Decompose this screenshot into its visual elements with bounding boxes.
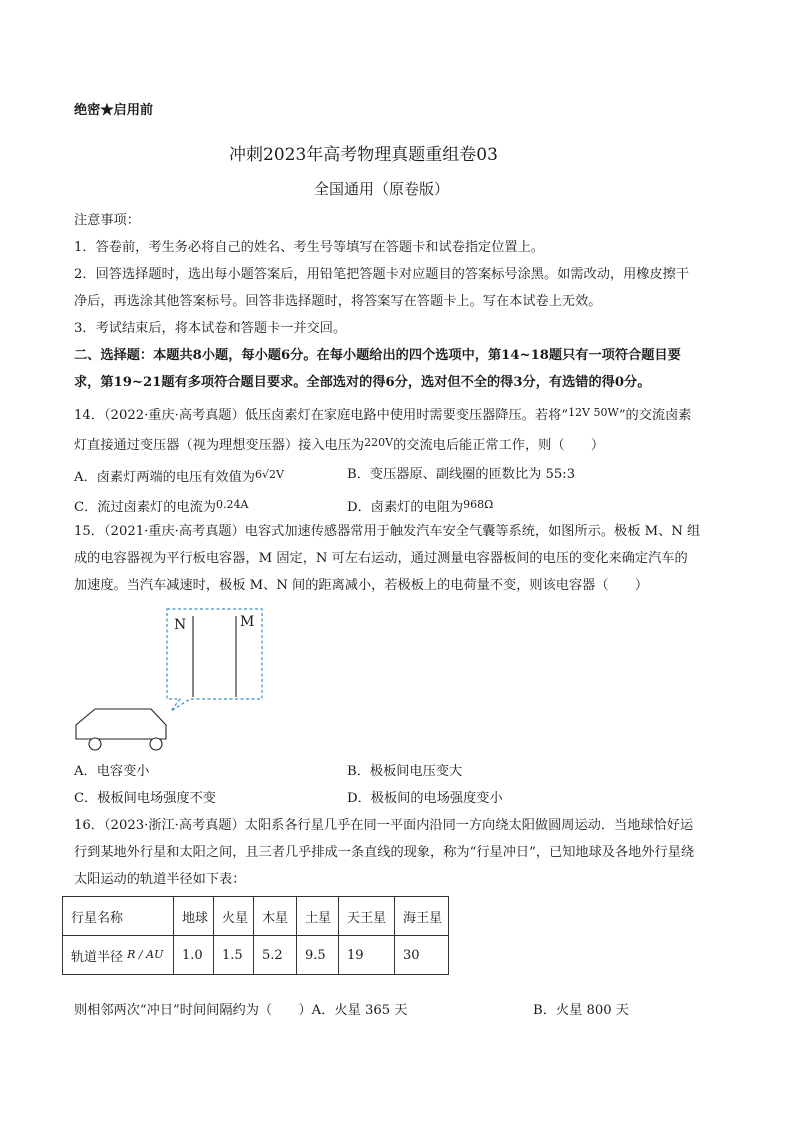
q16-question: 则相邻两次“冲日”时间间隔约为（ ）A．火星 365 天 bbox=[74, 1003, 408, 1018]
table-cell: 30 bbox=[395, 936, 449, 975]
section-line-1: 二、选择题：本题共8小题，每小题6分。在每小题给出的四个选项中，第14~18题只有一项符合题目要 bbox=[74, 348, 681, 363]
note-item-2a: 2．回答选择题时，选出每小题答案后，用铅笔把答题卡对应题目的答案标号涂黑。如需改动，用橡皮擦干 bbox=[74, 267, 690, 282]
q14-option-c-math: 0.24A bbox=[215, 498, 249, 511]
q15-line-1: 15．（2021·重庆·高考真题）电容式加速传感器常用于触发汽车安全气囊等系统，如图所示。极板 M、N 组 bbox=[74, 524, 701, 539]
note-item-1: 1．答卷前，考生务必将自己的姓名、考生号等填写在答题卡和试卷指定位置上。 bbox=[74, 240, 544, 255]
q16-line-2: 行到某地外行星和太阳之间，且三者几乎排成一条直线的现象，称为“行星冲日”，已知地球及各地外行星绕 bbox=[74, 845, 695, 860]
section-line-2: 求，第19~21题有多项符合题目要求。全部选对的得6分，选对但不全的得3分，有选错的得0分。 bbox=[74, 375, 651, 390]
q14-rating-math: 12V 50W bbox=[568, 406, 619, 419]
q15-option-a: A．电容变小 bbox=[74, 764, 150, 779]
q16-option-b: B．火星 800 天 bbox=[533, 1003, 629, 1018]
q14-line-1-text-b: ”的交流卤素 bbox=[618, 408, 692, 423]
orbit-table bbox=[62, 896, 449, 975]
q14-line-2-text-b: 的交流电后能正常工作，则（ ） bbox=[393, 438, 605, 453]
q14-line-1-text-a: 14．（2022·重庆·高考真题）低压卤素灯在家庭电路中使用时需要变压器降压。若将“ bbox=[74, 408, 569, 423]
page-subtitle: 全国通用（原卷版） bbox=[314, 180, 450, 198]
car-wheel-rear bbox=[89, 738, 101, 750]
notes-heading: 注意事项： bbox=[74, 213, 140, 228]
table-row bbox=[63, 936, 449, 975]
q16-line-1: 16．（2023·浙江·高考真题）太阳系各行星几乎在同一平面内沿同一方向绕太阳做圆周运动．当地球恰好运 bbox=[74, 818, 694, 833]
note-item-2b: 净后，再选涂其他答案标号。回答非选择题时，将答案写在答题卡上。写在本试卷上无效。 bbox=[74, 294, 602, 309]
q15-line-3: 加速度。当汽车减速时，极板 M、N 间的距离减小，若极板上的电荷量不变，则该电容器（ ） bbox=[74, 578, 649, 593]
table-cell: 19 bbox=[339, 936, 395, 975]
q14-option-a-math: 6√2V bbox=[254, 468, 284, 481]
table-cell: 地球 bbox=[174, 897, 214, 936]
table-cell: 海王星 bbox=[395, 897, 449, 936]
table-cell: 行星名称 bbox=[63, 897, 174, 936]
q14-option-a-text: A．卤素灯两端的电压有效值为 bbox=[74, 470, 255, 485]
q14-option-d-text: D．卤素灯的电阻为 bbox=[347, 500, 464, 515]
q15-option-c: C．极板间电场强度不变 bbox=[74, 791, 216, 806]
q14-option-c-text: C．流过卤素灯的电流为 bbox=[74, 500, 216, 515]
row-label: 轨道半径 bbox=[71, 949, 124, 965]
q14-option-d-math: 968Ω bbox=[463, 498, 494, 511]
table-cell: 5.2 bbox=[254, 936, 297, 975]
table-cell: 1.0 bbox=[174, 936, 214, 975]
q16-line-3: 太阳运动的轨道半径如下表： bbox=[74, 872, 246, 887]
radius-unit-math: R / AU bbox=[127, 947, 164, 961]
q15-line-2: 成的电容器视为平行板电容器，M 固定，N 可左右运动，通过测量电容器板间的电压的变化来确定汽车的 bbox=[74, 551, 688, 566]
table-cell: 天王星 bbox=[339, 897, 395, 936]
q14-line-2-text-a: 灯直接通过变压器（视为理想变压器）接入电压为 bbox=[74, 438, 365, 453]
table-cell: 土星 bbox=[297, 897, 339, 936]
q15-option-b: B．极板间电压变大 bbox=[347, 764, 463, 779]
q15-option-d: D．极板间的电场强度变小 bbox=[347, 791, 503, 806]
page-title: 冲刺2023年高考物理真题重组卷03 bbox=[229, 145, 498, 165]
note-item-3: 3．考试结束后，将本试卷和答题卡一并交回。 bbox=[74, 321, 347, 336]
label-m: M bbox=[240, 614, 255, 630]
label-n: N bbox=[174, 617, 187, 633]
car-wheel-front bbox=[150, 738, 162, 750]
table-cell: 火星 bbox=[214, 897, 254, 936]
table-cell: 木星 bbox=[254, 897, 297, 936]
table-cell: 9.5 bbox=[297, 936, 339, 975]
table-row bbox=[63, 897, 449, 936]
q14-option-b: B．变压器原、副线圈的匝数比为 55:3 bbox=[347, 467, 576, 482]
car-body bbox=[76, 709, 166, 739]
table-cell bbox=[63, 936, 174, 975]
q14-voltage-math: 220V bbox=[364, 436, 394, 449]
table-cell: 1.5 bbox=[214, 936, 254, 975]
secret-label: 绝密★启用前 bbox=[74, 103, 154, 118]
